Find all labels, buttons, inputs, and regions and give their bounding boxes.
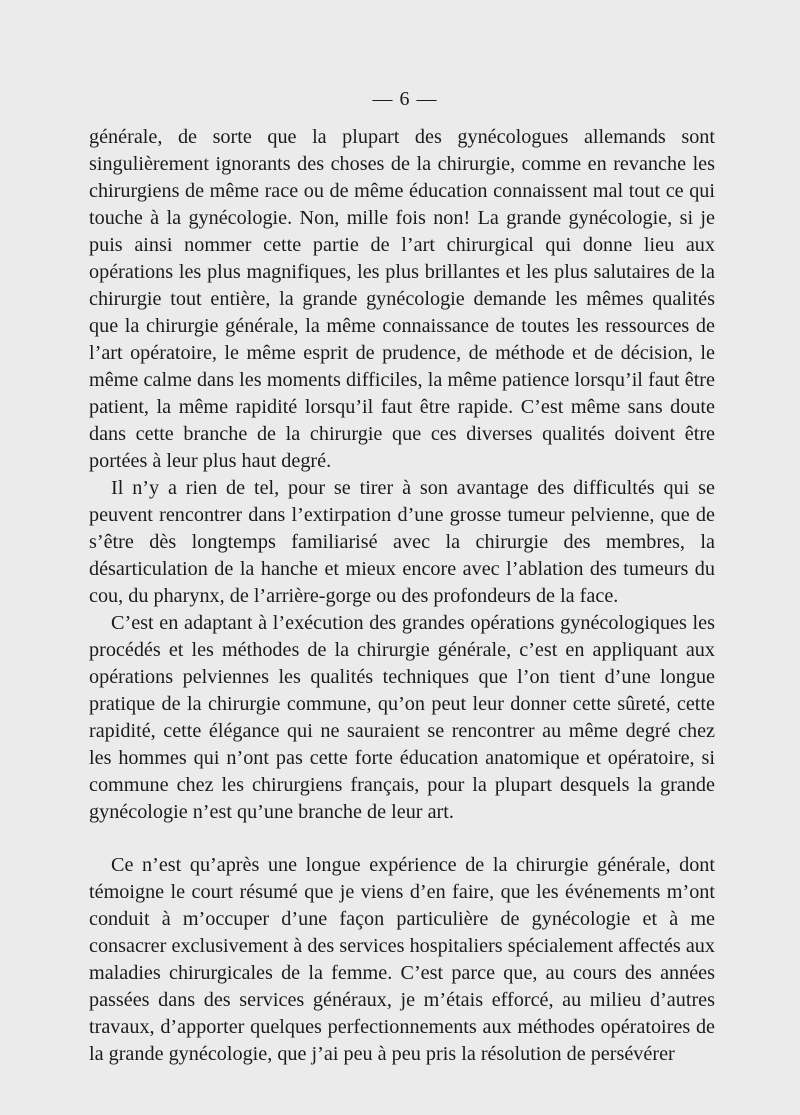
paragraph-1: générale, de sorte que la plupart des gynécologues allemands sont singulièrement ignorants des choses de la chirurgie, comme en revanche les chirurgiens de même race ou de même éducation connaissent mal tout ce qui touche à la gynécologie. Non, mille fois non! La grande gynécologie, si je puis ainsi nommer cette partie de l’art chirurgical qui donne lieu aux opérations les plus magnifiques, les plus brillantes et les plus salutaires de la chirurgie tout entière, la grande gynécologie demande les mêmes qualités que la chirurgie générale, la même connaissance de toutes les ressources de l’art opératoire, le même esprit de prudence, de méthode et de décision, le même calme dans les moments difficiles, la même patience lorsqu’il faut être patient, la même rapidité lorsqu’il faut être rapide. C’est même sans doute dans cette branche de la chirurgie que ces diverses qualités doivent être portées à leur plus haut degré. — [89, 126, 715, 472]
paragraph-2: Il n’y a rien de tel, pour se tirer à son avantage des difficultés qui se peuvent rencontrer dans l’extirpation d’une grosse tumeur pelvienne, que de s’être dès longtemps familiarisé avec la chirurgie des membres, la désarticulation de la hanche et mieux encore avec l’ablation des tumeurs du cou, du pharynx, de l’arrière-gorge ou des profondeurs de la face. — [89, 477, 715, 607]
paragraph-3: C’est en adaptant à l’exécution des grandes opérations gynécologiques les procédés et les méthodes de la chirurgie générale, c’est en appliquant aux opérations pelviennes les qualités techniques que l’on tient d’une longue pratique de la chirurgie commune, qu’on peut leur donner cette sûreté, cette rapidité, cette élégance qui ne sauraient se rencontrer au même degré chez les hommes qui n’ont pas cette forte éducation anatomique et opératoire, si commune chez les chirurgiens français, pour la plupart desquels la grande gynécologie n’est qu’une branche de leur art. — [89, 612, 715, 823]
page-number: — 6 — — [372, 88, 438, 110]
body-text — [89, 124, 715, 1068]
paragraph-4: Ce n’est qu’après une longue expérience de la chirurgie générale, dont témoigne le court résumé que je viens d’en faire, que les événements m’ont conduit à m’occuper d’une façon particulière de gynécologie et à me consacrer exclusivement à des services hospitaliers spécialement affectés aux maladies chirurgicales de la femme. C’est parce que, au cours des années passées dans des services généraux, je m’étais efforcé, au milieu d’autres travaux, d’apporter quelques perfectionnements aux méthodes opératoires de la grande gynécologie, que j’ai peu à peu pris la résolution de persévérer — [89, 854, 715, 1065]
